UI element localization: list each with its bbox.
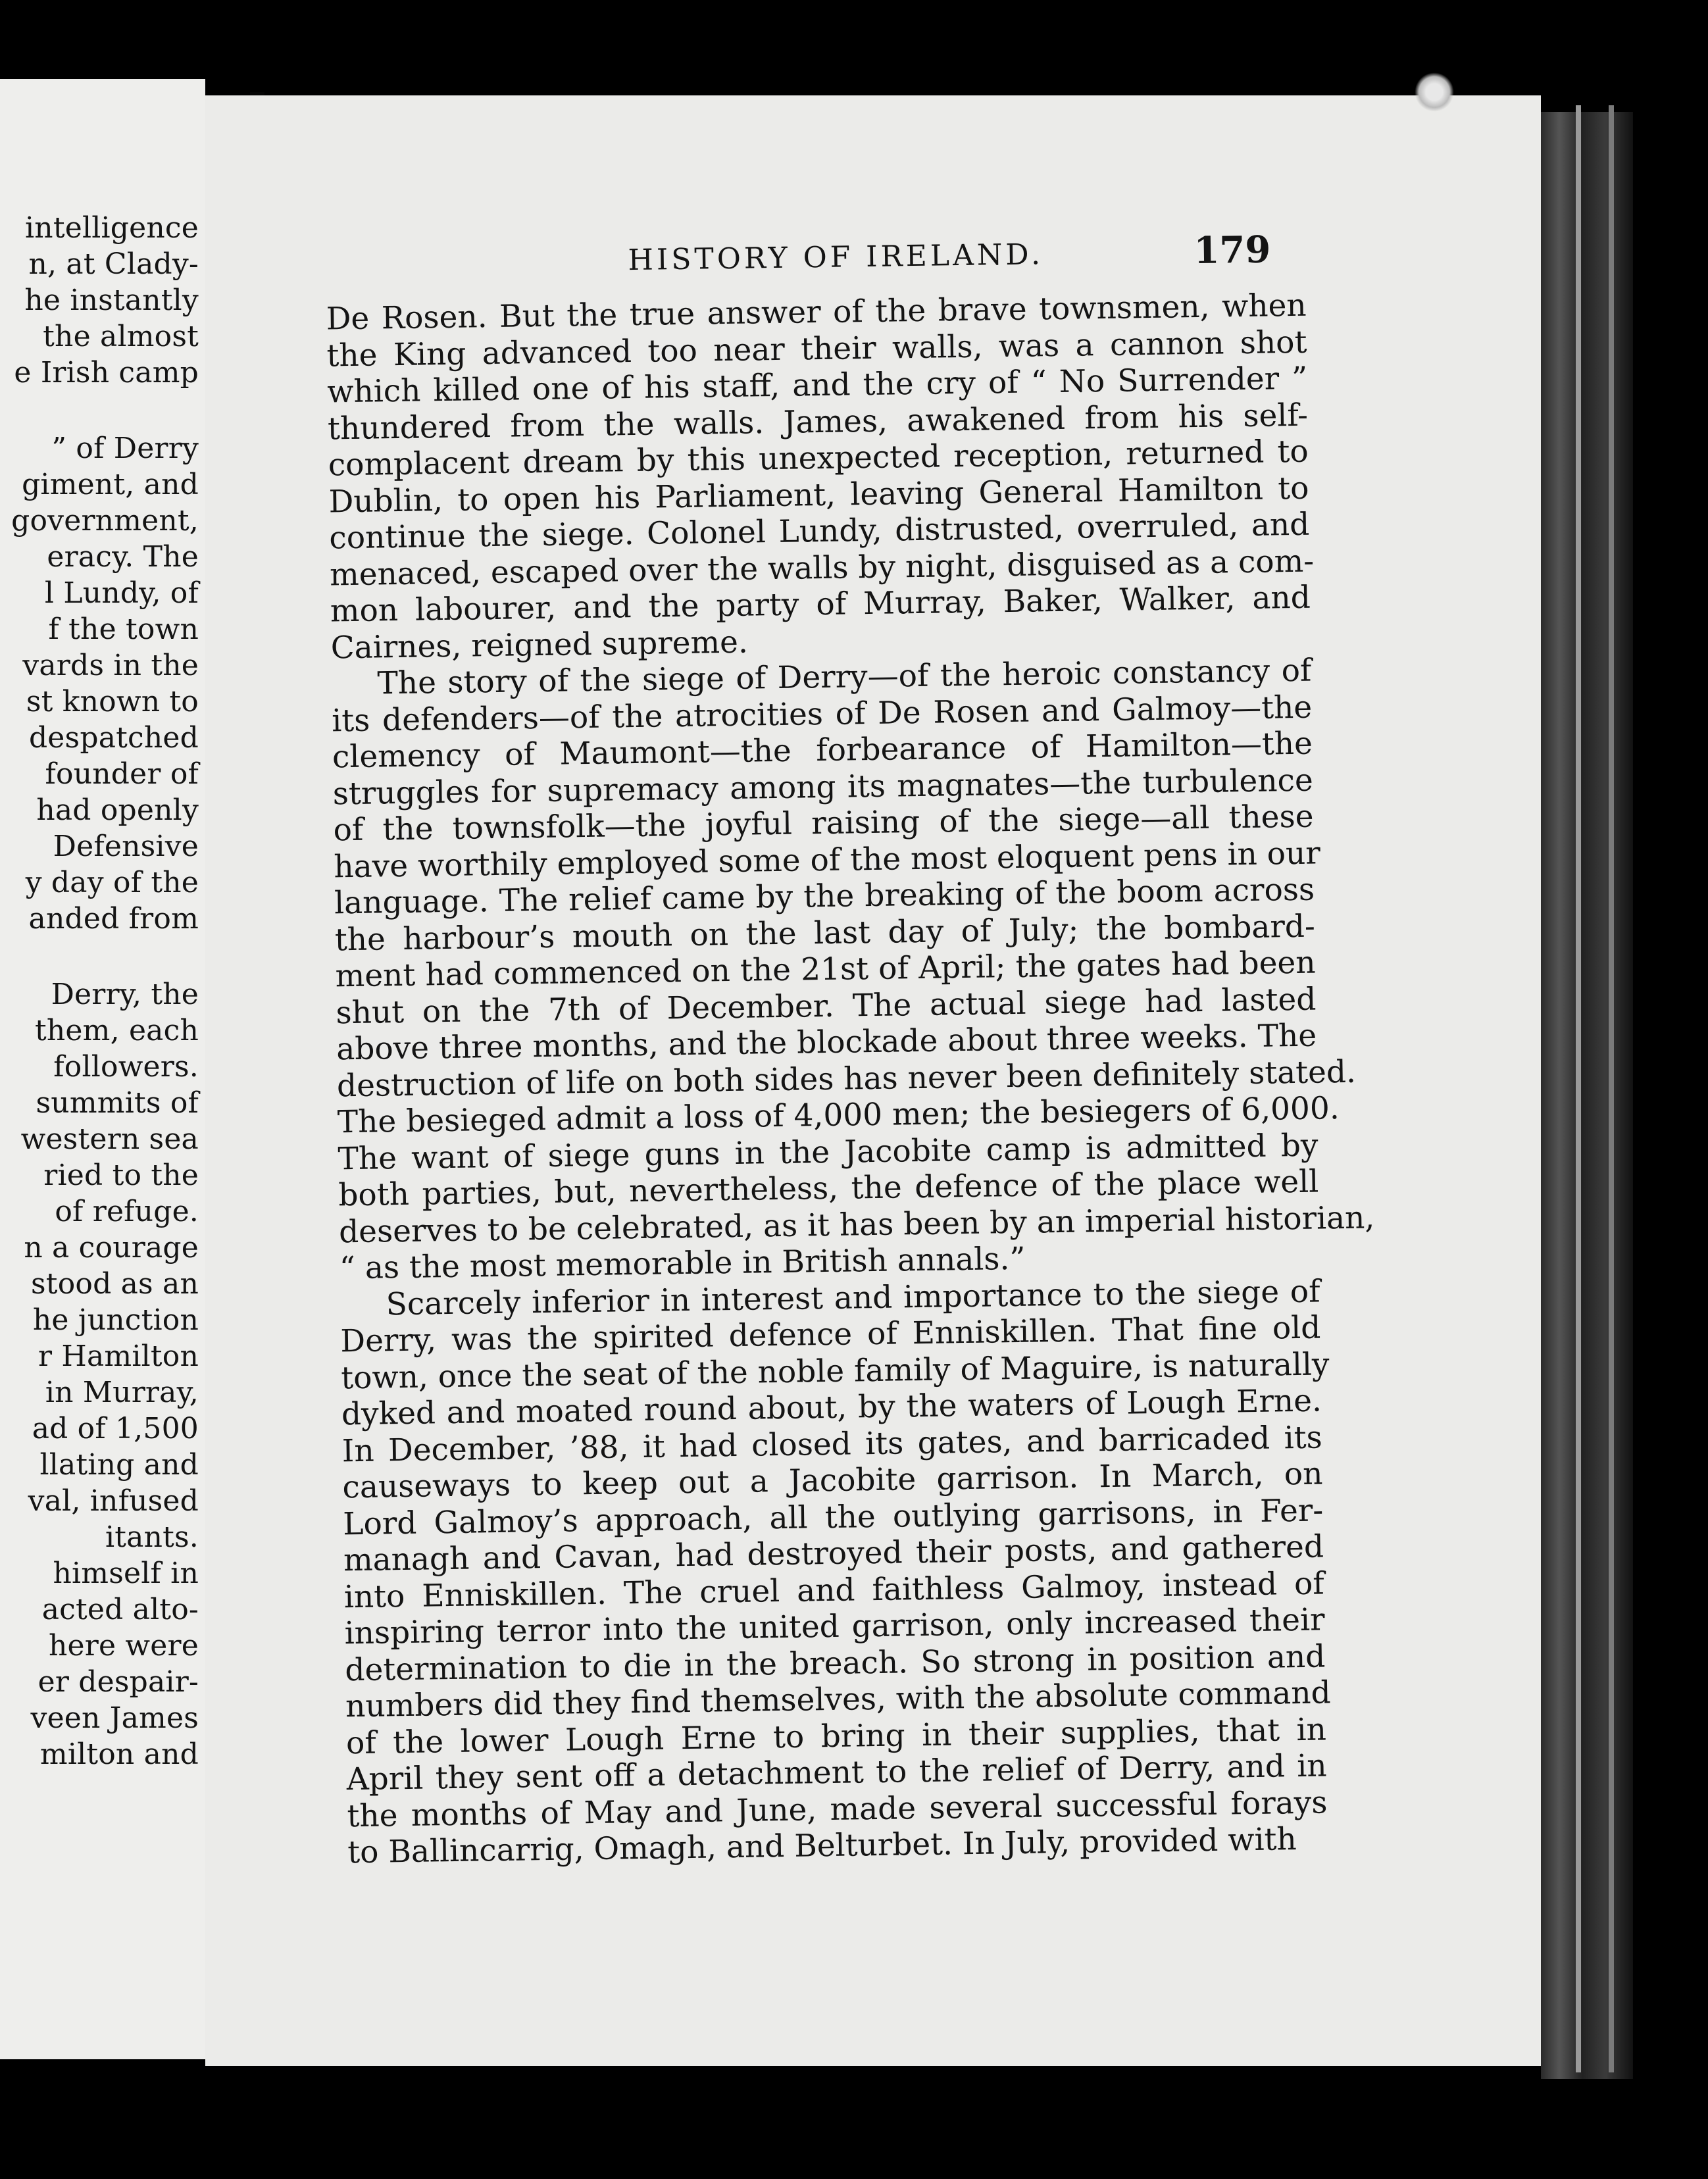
text-line: the harbour’s mouth on the last day of July; the bombard- xyxy=(334,908,1316,958)
left-page-line: despatched xyxy=(28,721,199,755)
text-line: The want of siege guns in the Jacobite camp is admitted by xyxy=(338,1127,1319,1177)
text-line: numbers did they find themselves, with the absolute command xyxy=(345,1674,1331,1725)
left-page-line: stood as an xyxy=(31,1267,199,1301)
left-page-line: anded from xyxy=(28,902,199,936)
text-line: clemency of Maumont—the forbearance of Hamilton—the xyxy=(332,725,1313,776)
text-line: deserves to be celebrated, as it has been by an imperial historian, xyxy=(338,1199,1375,1250)
text-line: managh and Cavan, had destroyed their posts, and gathered xyxy=(343,1528,1324,1579)
text-line: mon labourer, and the party of Murray, Baker, Walker, and xyxy=(330,579,1311,630)
text-line: Scarcely inferior in interest and importance to the siege of xyxy=(386,1273,1320,1322)
text-line: struggles for supremacy among its magnates—the turbulence xyxy=(332,762,1314,812)
left-page-line: giment, and xyxy=(22,468,199,501)
text-line: The besieged admit a loss of 4,000 men; the besiegers of 6,000. xyxy=(337,1090,1340,1141)
left-page-line: them, each xyxy=(34,1014,199,1047)
previous-page xyxy=(0,79,205,2059)
text-line: determination to die in the breach. So strong in position and xyxy=(345,1638,1326,1688)
text-line: The story of the siege of Derry—of the heroic constancy of xyxy=(377,652,1312,702)
left-page-line: f the town xyxy=(48,613,199,646)
left-page-line: government, xyxy=(11,504,199,538)
page-number: 179 xyxy=(1193,228,1271,273)
text-line: dyked and moated round about, by the waters of Lough Erne. xyxy=(341,1382,1322,1433)
text-line: the King advanced too near their walls, was a cannon shot xyxy=(326,324,1307,374)
left-page-line: val, infused xyxy=(28,1484,199,1518)
left-page-line: in Murray, xyxy=(45,1376,199,1409)
text-line: Derry, was the spirited defence of Enniskillen. That fine old xyxy=(340,1309,1321,1360)
left-page-line: himself in xyxy=(53,1557,199,1590)
text-line: town, once the seat of the noble family of Maguire, is naturally xyxy=(340,1345,1330,1396)
text-line: “ as the most memorable in British annals.” xyxy=(339,1240,1026,1287)
left-page-line: here were xyxy=(48,1629,199,1663)
left-page-line: Defensive xyxy=(53,830,199,863)
text-line: ment had commenced on the 21st of April; the gates had been xyxy=(335,944,1316,995)
left-page-line: veen James xyxy=(30,1701,199,1735)
text-line: above three months, and the blockade about three weeks. The xyxy=(336,1017,1317,1068)
text-line: Lord Galmoy’s approach, all the outlying garrisons, in Fer- xyxy=(342,1492,1324,1542)
text-line: thundered from the walls. James, awakened from his self- xyxy=(327,397,1309,447)
text-line: Dublin, to open his Parliament, leaving General Hamilton to xyxy=(328,470,1309,520)
left-page-line: of refuge. xyxy=(55,1195,199,1228)
text-line: into Enniskillen. The cruel and faithless Galmoy, instead of xyxy=(343,1565,1325,1615)
text-line: its defenders—of the atrocities of De Rosen and Galmoy—the xyxy=(331,689,1313,739)
left-page-line: st known to xyxy=(26,685,199,718)
left-page-line: llating and xyxy=(39,1448,199,1482)
left-page-line: milton and xyxy=(39,1738,199,1771)
left-page-line: ad of 1,500 xyxy=(32,1412,199,1445)
left-page-line: intelligence xyxy=(25,211,199,245)
page-edge-shadow xyxy=(1541,112,1633,2079)
left-page-line: ” of Derry xyxy=(51,432,199,465)
book-page xyxy=(205,95,1541,2066)
text-line: language. The relief came by the breaking of the boom across xyxy=(334,871,1315,922)
text-line: the months of May and June, made several successful forays xyxy=(347,1784,1328,1834)
text-line: De Rosen. But the true answer of the brave townsmen, when xyxy=(326,287,1307,338)
left-page-line: the almost xyxy=(43,320,199,353)
left-page-line: ried to the xyxy=(43,1159,199,1192)
text-line: April they sent off a detachment to the relief of Derry, and in xyxy=(346,1747,1327,1798)
left-page-line: founder of xyxy=(45,757,199,791)
page-edge-stripe xyxy=(1609,105,1614,2072)
left-page-line: er despair- xyxy=(38,1665,199,1699)
text-line: complacent dream by this unexpected reception, returned to xyxy=(328,433,1309,484)
running-head: HISTORY OF IRELAND. xyxy=(628,238,1044,278)
left-page-line: vards in the xyxy=(22,649,199,682)
text-line: Cairnes, reigned supreme. xyxy=(330,624,749,666)
left-page-line: followers. xyxy=(53,1050,199,1084)
left-page-line: r Hamilton xyxy=(38,1340,199,1373)
left-page-line: y day of the xyxy=(25,866,199,899)
left-page-line: n a courage xyxy=(24,1231,199,1265)
text-line: destruction of life on both sides has never been definitely stated. xyxy=(336,1053,1357,1104)
text-line: of the townsfolk—the joyful raising of the siege—all these xyxy=(333,798,1314,849)
text-line: to Ballincarrig, Omagh, and Belturbet. In July, provided with xyxy=(347,1821,1297,1871)
text-line: causeways to keep out a Jacobite garrison. In March, on xyxy=(342,1455,1323,1506)
text-line: both parties, but, nevertheless, the defence of the place well xyxy=(338,1163,1319,1214)
text-line: shut on the 7th of December. The actual siege had lasted xyxy=(336,981,1317,1031)
left-page-line: n, at Clady- xyxy=(28,247,199,281)
left-page-line: summits of xyxy=(36,1086,199,1120)
text-line: have worthily employed some of the most eloquent pens in our xyxy=(333,834,1321,885)
left-page-line: eracy. The xyxy=(47,540,199,574)
text-line: menaced, escaped over the walls by night, disguised as a com- xyxy=(329,543,1315,593)
left-page-line: western sea xyxy=(20,1122,199,1156)
text-line: continue the siege. Colonel Lundy, distrusted, overruled, and xyxy=(329,506,1310,557)
left-page-line: he junction xyxy=(32,1303,199,1337)
text-line: of the lower Lough Erne to bring in their supplies, that in xyxy=(345,1711,1327,1761)
page-edge-stripe xyxy=(1576,105,1581,2072)
left-page-line: Derry, the xyxy=(51,978,199,1011)
left-page-line: had openly xyxy=(36,793,199,827)
text-line: In December, ’88, it had closed its gates, and barricaded its xyxy=(341,1419,1323,1469)
text-line: inspiring terror into the united garrison, only increased their xyxy=(344,1601,1325,1652)
left-page-line: e Irish camp xyxy=(14,356,199,389)
left-page-line: itants. xyxy=(105,1520,199,1554)
text-line: which killed one of his staff, and the cry of “ No Surrender ” xyxy=(326,360,1308,411)
left-page-line: acted alto- xyxy=(41,1593,199,1626)
left-page-line: l Lundy, of xyxy=(44,576,199,610)
left-page-line: he instantly xyxy=(24,284,199,317)
page-content xyxy=(205,95,1541,2066)
paper-speck xyxy=(1415,72,1454,112)
